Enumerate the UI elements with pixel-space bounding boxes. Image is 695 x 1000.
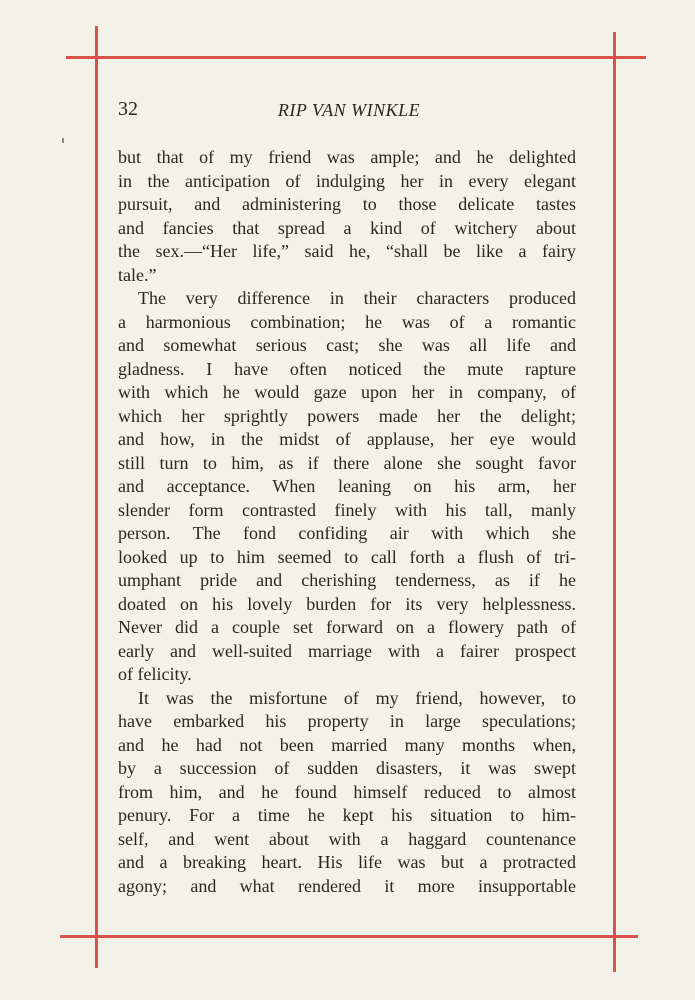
border-rule-bottom: [60, 935, 638, 938]
paragraph: [118, 146, 576, 287]
border-rule-right: [613, 32, 616, 972]
border-rule-top: [66, 56, 646, 59]
text-line: but that of my friend was ample; and he delighted: [118, 147, 576, 167]
text-line: umphant pride and cherishing tenderness, as if he: [118, 570, 576, 590]
text-line: a harmonious combination; he was of a romantic: [118, 311, 576, 332]
text-line: the sex.—“Her life,” said he, “shall be like a fairy: [118, 241, 576, 261]
text-line: agony; and what rendered it more insupportable: [118, 875, 576, 896]
text-line: from him, and he found himself reduced to almost: [118, 781, 576, 802]
text-line: with which he would gaze upon her in company, of: [118, 382, 576, 402]
text-line: self, and went about with a haggard countenance: [118, 828, 576, 849]
body-text: [118, 146, 576, 898]
text-line: and a breaking heart. His life was but a protracted: [118, 852, 576, 872]
text-line: It was the misfortune of my friend, however, to: [138, 687, 576, 708]
text-line: and acceptance. When leaning on his arm, her: [118, 476, 576, 496]
text-line: tale.”: [118, 264, 157, 285]
text-line: which her sprightly powers made her the delight;: [118, 405, 576, 426]
paragraph: [118, 687, 576, 899]
text-line: and how, in the midst of applause, her eye would: [118, 429, 576, 449]
text-line: penury. For a time he kept his situation to him-: [118, 805, 576, 825]
text-line: pursuit, and administering to those delicate tastes: [118, 194, 576, 214]
text-line: of felicity.: [118, 664, 192, 684]
page-number: 32: [118, 98, 138, 120]
text-line: have embarked his property in large speculations;: [118, 711, 576, 731]
text-line: looked up to him seemed to call forth a flush of tri-: [118, 546, 576, 567]
text-line: still turn to him, as if there alone she sought favor: [118, 452, 576, 473]
border-rule-left: [95, 26, 98, 968]
running-title: RIP VAN WINKLE: [277, 100, 421, 120]
text-line: gladness. I have often noticed the mute rapture: [118, 358, 576, 379]
text-line: Never did a couple set forward on a flowery path of: [118, 617, 576, 637]
text-line: early and well-suited marriage with a fairer prospect: [118, 640, 576, 661]
margin-speck: [62, 138, 64, 143]
text-line: person. The fond confiding air with which she: [118, 523, 576, 543]
text-line: in the anticipation of indulging her in every elegant: [118, 170, 576, 191]
text-line: and he had not been married many months when,: [118, 734, 576, 755]
page-header: [118, 98, 580, 128]
text-line: doated on his lovely burden for its very helplessness.: [118, 593, 576, 614]
text-line: The very difference in their characters produced: [138, 288, 576, 308]
text-line: and somewhat serious cast; she was all life and: [118, 335, 576, 355]
paragraph: [118, 287, 576, 687]
text-line: and fancies that spread a kind of witchery about: [118, 217, 576, 238]
text-line: slender form contrasted finely with his tall, manly: [118, 499, 576, 520]
text-line: by a succession of sudden disasters, it was swept: [118, 758, 576, 778]
